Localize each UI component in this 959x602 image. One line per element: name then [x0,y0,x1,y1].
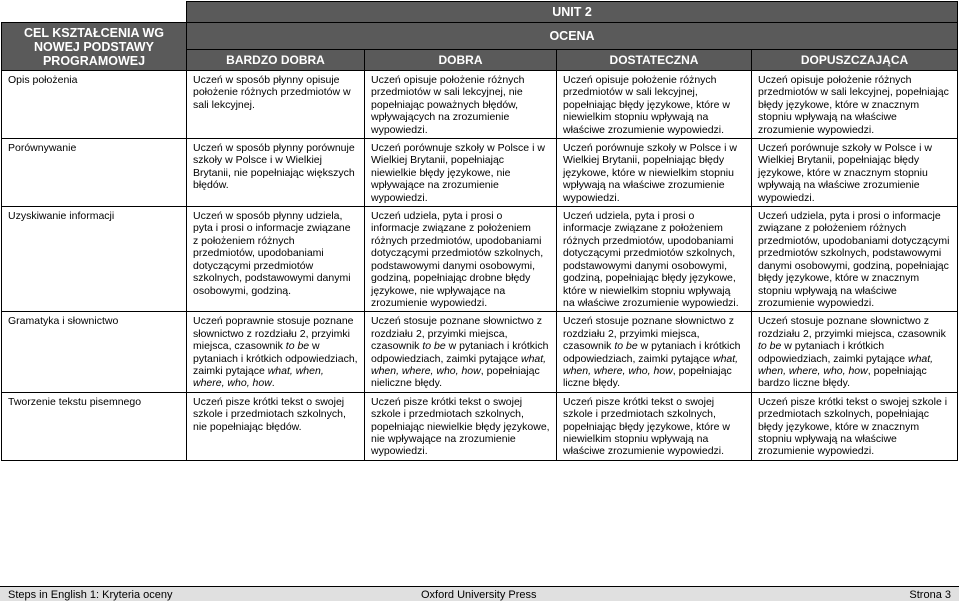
criteria-cell [187,392,365,460]
criteria-cell [365,139,557,207]
row-goal: Opis położenia [2,71,187,139]
criteria-text: Uczeń poprawnie stosuje poznane słownictwo z rozdziału 2, przyimki miejsca, czasownik [193,315,354,353]
criteria-cell [557,71,752,139]
criteria-cell [365,312,557,392]
row-goal: Uzyskiwanie informacji [2,207,187,312]
row-goal: Tworzenie tekstu pisemnego [2,392,187,460]
criteria-cell [557,392,752,460]
table-row [2,312,958,392]
criteria-text: w pytaniach i krótkich odpowiedziach, zaimki pytające [193,340,358,377]
table-row [2,207,958,312]
header-blank [2,2,187,23]
criteria-cell [365,71,557,139]
footer-course-title: Steps in English 1: Kryteria oceny [8,589,173,601]
criteria-cell [187,71,365,139]
criteria-text: , popełniając nieliczne błędy. [371,364,540,390]
criteria-text: Uczeń opisuje położenie różnych przedmiotów w sali lekcyjnej, popełniając błędy językowe, które w niewielkim stopniu wpływają na właściwe zrozumienie wypowiedzi. [563,74,730,136]
criteria-text: Uczeń pisze krótki tekst o swojej szkole i przedmiotach szkolnych, popełniając błędy językowe, które w znacznym stopniu wpływają na właściwe zrozumienie wypowiedzi. [758,395,948,458]
criteria-text-italic: what, when, where, who, how [563,352,739,377]
page-footer [0,586,959,601]
criteria-cell [187,312,365,392]
criteria-cell [557,312,752,392]
criteria-text-italic: what, when, where, who, how [193,364,324,390]
criteria-text: , popełniając liczne błędy. [563,364,732,390]
level-header-acceptable: DOPUSZCZAJĄCA [752,50,958,71]
criteria-text: Uczeń stosuje poznane słownictwo z rozdziału 2, przyimki miejsca, czasownik [371,315,543,353]
criteria-text-italic: to be [758,340,782,353]
criteria-cell [752,207,958,312]
table-row [2,392,958,460]
criteria-text: Uczeń stosuje poznane słownictwo z rozdziału 2, przyimki miejsca, czasownik [758,315,946,340]
criteria-text: Uczeń porównuje szkoły w Polsce i w Wielkiej Brytanii, popełniając błędy językowe, które w znacznym stopniu wpływają na właściwe zrozumienie wypowiedzi. [758,142,932,204]
row-goal: Porównywanie [2,139,187,207]
criteria-text-italic: to be [285,340,310,353]
criteria-cell [752,139,958,207]
criteria-text-italic: what, when, where, who, how [758,352,934,377]
criteria-text: . [271,377,275,390]
criteria-text-italic: to be [614,340,638,353]
criteria-text: Uczeń pisze krótki tekst o swojej szkole i przedmiotach szkolnych, popełniając niewielkie błędy językowe, nie wpływające na zrozumienie wypowiedzi. [371,395,550,458]
criteria-cell [752,312,958,392]
criteria-text: w pytaniach i krótkich odpowiedziach, zaimki pytające [371,340,549,365]
criteria-text: Uczeń porównuje szkoły w Polsce i w Wielkiej Brytanii, popełniając niewielkie błędy językowe, nie wpływające na zrozumienie wypowiedzi. [371,142,545,204]
criteria-cell [752,392,958,460]
criteria-text: Uczeń udziela, pyta i prosi o informacje związane z położeniem różnych przedmiotów, upodobaniami dotyczącymi przedmiotów szkolnych, podstawowymi danymi osobowymi, godziną, popełniając błędy językowe, które w niewielkim stopniu wpływają na właściwe zrozumienie wypowiedzi. [563,210,739,309]
criteria-text: w pytaniach i krótkich odpowiedziach, zaimki pytające [563,340,741,365]
footer-publisher: Oxford University Press [421,589,537,601]
table-row [2,139,958,207]
level-header-good: DOBRA [365,50,557,71]
criteria-text: Uczeń porównuje szkoły w Polsce i w Wielkiej Brytanii, popełniając błędy językowe, które w niewielkim stopniu wpływają na właściwe zrozumienie wypowiedzi. [563,142,737,204]
criteria-text: Uczeń pisze krótki tekst o swojej szkole i przedmiotach szkolnych, popełniając błędy językowe, które w niewielkim stopniu wpływają na właściwe zrozumienie wypowiedzi. [563,395,730,458]
criteria-cell [365,207,557,312]
criteria-cell [187,207,365,312]
criteria-text-italic: to be [422,340,446,353]
criteria-cell [187,139,365,207]
goal-header: CEL KSZTAŁCENIA WG NOWEJ PODSTAWY PROGRAMOWEJ [2,23,187,71]
criteria-text: Uczeń udziela, pyta i prosi o informacje związane z położeniem różnych przedmiotów, upodobaniami dotyczącymi przedmiotów szkolnych, podstawowymi danymi osobowymi, godziną, popełniając błędy językowe, które w znacznym stopniu wpływają na właściwe zrozumienie wypowiedzi. [758,210,950,309]
criteria-text: w pytaniach i krótkich odpowiedziach, zaimki pytające [758,340,908,365]
unit-title: UNIT 2 [187,2,958,23]
level-header-sufficient: DOSTATECZNA [557,50,752,71]
criteria-cell [752,71,958,139]
criteria-text: , popełniając bardzo liczne błędy. [758,364,927,390]
criteria-text: Uczeń udziela, pyta i prosi o informacje związane z położeniem różnych przedmiotów, upodobaniami dotyczącymi przedmiotów szkolnych, podstawowymi danymi osobowymi, godziną, popełniając drobne błędy językowe, nie wpływające na zrozumienie wypowiedzi. [371,210,544,309]
criteria-cell [557,207,752,312]
criteria-text-italic: what, when, where, who, how [371,352,547,377]
criteria-text: Uczeń opisuje położenie różnych przedmiotów w sali lekcyjnej, popełniając błędy językowe, które w znacznym stopniu wpływają na właściwe zrozumienie wypowiedzi. [758,74,949,136]
criteria-text: Uczeń w sposób płynny udziela, pyta i prosi o informacje związane z położeniem różnych przedmiotów, upodobaniami dotyczącymi przedmiotów szkolnych, podstawowymi danymi osobowymi, godziną. [193,210,351,297]
row-goal: Gramatyka i słownictwo [2,312,187,392]
criteria-text: Uczeń opisuje położenie różnych przedmiotów w sali lekcyjnej, nie popełniając poważnych błędów, wpływających na zrozumienie wypowiedzi. [371,74,525,136]
criteria-text: Uczeń stosuje poznane słownictwo z rozdziału 2, przyimki miejsca, czasownik [563,315,735,353]
criteria-cell [557,139,752,207]
criteria-text: Uczeń w sposób płynny porównuje szkoły w Polsce i w Wielkiej Brytanii, nie popełniając większych błędów. [193,142,355,192]
criteria-cell [365,392,557,460]
criteria-table-wrapper [1,1,957,461]
criteria-text: Uczeń w sposób płynny opisuje położenie różnych przedmiotów w sali lekcyjnej. [193,74,351,111]
criteria-text: Uczeń pisze krótki tekst o swojej szkole i przedmiotach szkolnych, nie popełniając błędów. [193,395,346,433]
footer-page-number: Strona 3 [909,589,951,601]
grade-header: OCENA [187,23,958,50]
table-row [2,71,958,139]
level-header-very-good: BARDZO DOBRA [187,50,365,71]
criteria-table [1,1,958,461]
